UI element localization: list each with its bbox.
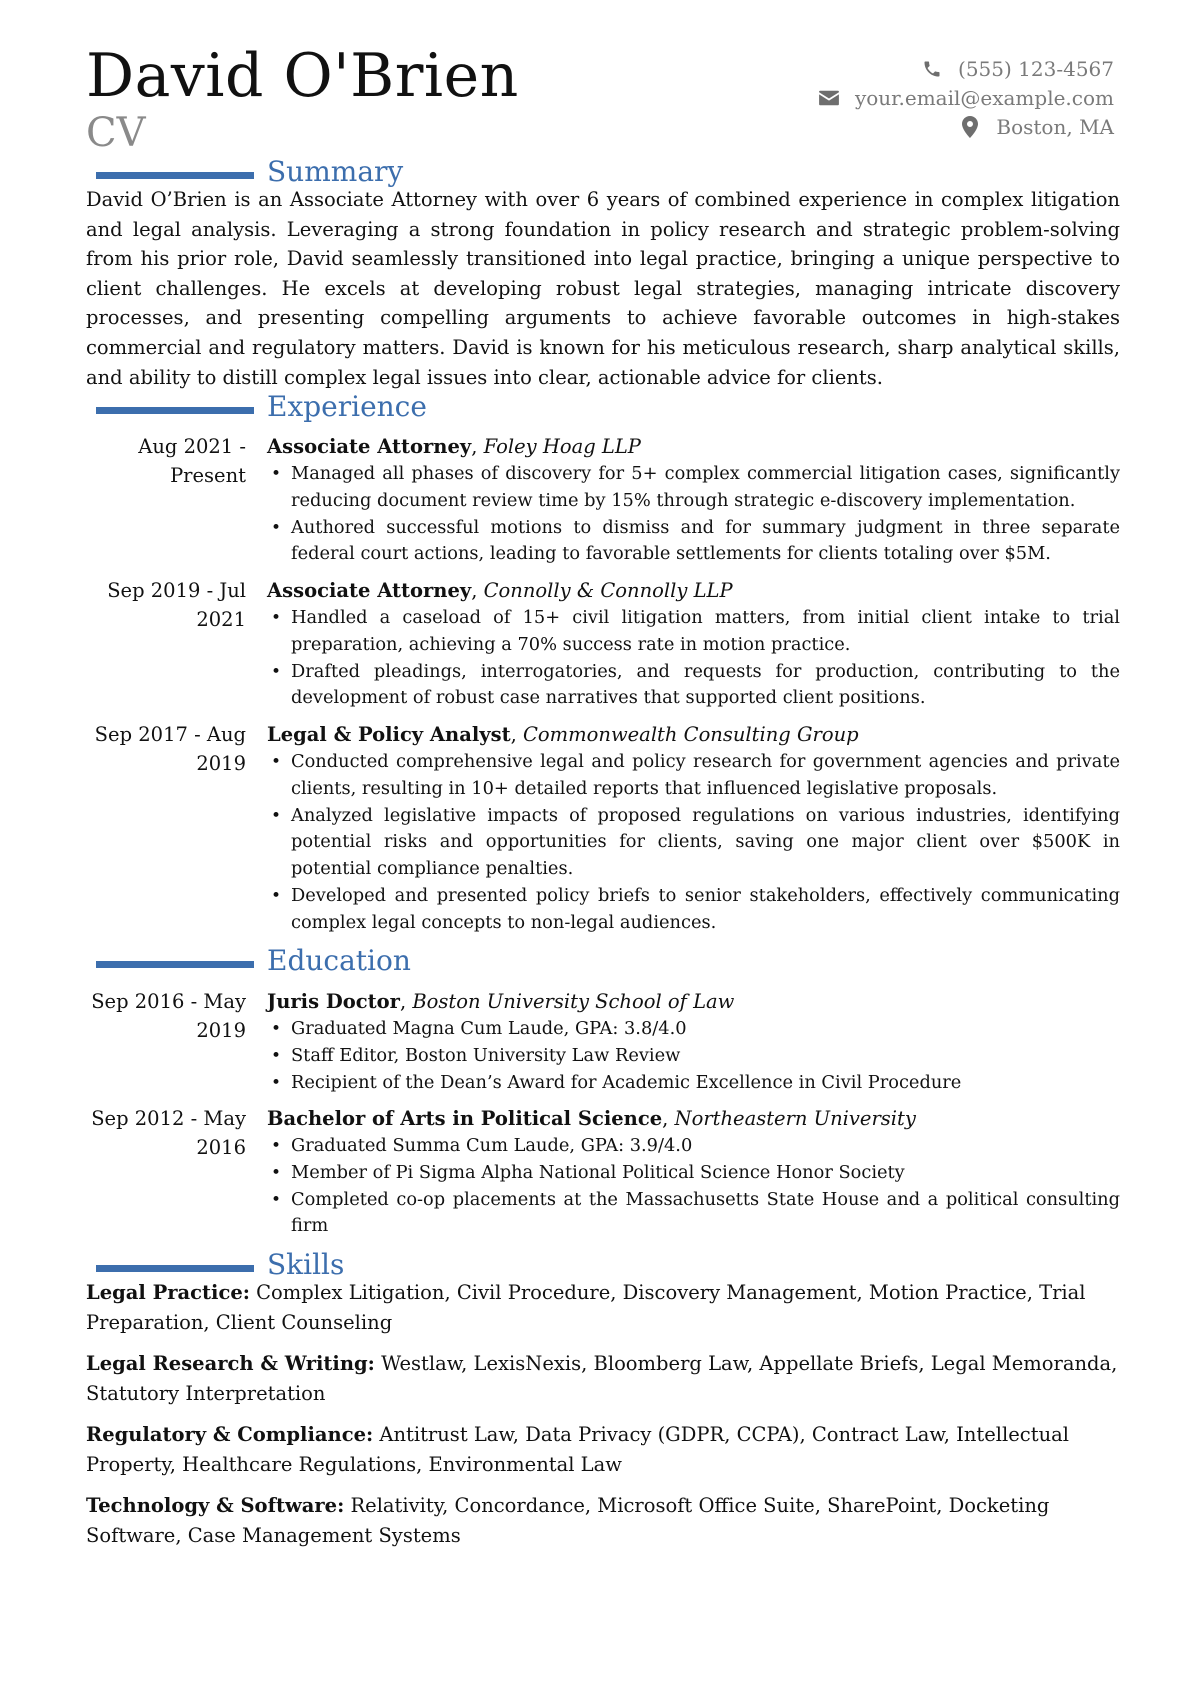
document-subtitle: CV <box>86 110 146 156</box>
location-text: Boston, MA <box>996 114 1114 139</box>
skill-row <box>86 1491 1120 1550</box>
bullet-list <box>267 1133 1120 1240</box>
entry-date: Sep 2019 - Jul 2021 <box>107 579 246 631</box>
skill-label: Technology & Software: <box>86 1494 345 1517</box>
entry-date: Aug 2021 - Present <box>138 435 246 487</box>
skill-value: Complex Litigation, Civil Procedure, Discovery Management, Motion Practice, Trial Preparation, Client Counseling <box>86 1281 1086 1334</box>
list-item: • Completed co-op placements at the Massachusetts State House and a political consulting firm <box>267 1187 1120 1241</box>
contact-email <box>817 83 1114 112</box>
skill-row <box>86 1349 1120 1408</box>
skill-value: Relativity, Concordance, Microsoft Office Suite, SharePoint, Docketing Software, Case Management Systems <box>86 1494 1050 1547</box>
section-title: Education <box>267 944 411 977</box>
phone-icon <box>920 57 944 81</box>
experience-heading <box>96 392 1096 426</box>
entry-title: Bachelor of Arts in Political Science <box>267 1107 663 1130</box>
entry-title: Associate Attorney <box>267 579 472 602</box>
bullet-list <box>267 1016 1120 1096</box>
entry-org: Boston University School of Law <box>412 990 735 1013</box>
contact-phone <box>817 54 1114 83</box>
skill-row <box>86 1420 1120 1479</box>
skill-label: Regulatory & Compliance: <box>86 1423 374 1446</box>
section-bar <box>96 961 254 968</box>
entry-org: Northeastern University <box>674 1107 916 1130</box>
envelope-icon <box>817 86 841 110</box>
entry-date: Sep 2016 - May 2019 <box>91 990 246 1042</box>
entry-date: Sep 2017 - Aug 2019 <box>94 723 246 775</box>
entry-header: Associate Attorney, Connolly & Connolly LLP <box>267 579 733 602</box>
bullet-list <box>267 605 1120 712</box>
entry-header: Bachelor of Arts in Political Science, Northeastern University <box>267 1107 916 1130</box>
section-title: Experience <box>267 390 427 423</box>
contact-location <box>817 112 1114 141</box>
section-title: Skills <box>267 1248 345 1281</box>
list-item: • Authored successful motions to dismiss and for summary judgment in three separate federal court actions, leading to favorable settlements for clients totaling over $5M. <box>267 515 1120 569</box>
skill-value: Westlaw, LexisNexis, Bloomberg Law, Appellate Briefs, Legal Memoranda, Statutory Interpretation <box>86 1352 1118 1405</box>
bullet-list <box>267 749 1120 937</box>
education-heading <box>96 946 1096 980</box>
entry-header: Juris Doctor, Boston University School of Law <box>267 990 735 1013</box>
list-item: • Analyzed legislative impacts of proposed regulations on various industries, identifying potential risks and opportunities for clients, saving one major client over $500K in potential compliance penalties. <box>267 803 1120 883</box>
list-item: • Developed and presented policy briefs to senior stakeholders, effectively communicating complex legal concepts to non-legal audiences. <box>267 883 1120 937</box>
list-item: • Staff Editor, Boston University Law Review <box>267 1043 1120 1070</box>
list-item: • Recipient of the Dean’s Award for Academic Excellence in Civil Procedure <box>267 1070 1120 1097</box>
list-item: • Conducted comprehensive legal and policy research for government agencies and private clients, resulting in 10+ detailed reports that influenced legislative proposals. <box>267 749 1120 803</box>
skill-label: Legal Practice: <box>86 1281 250 1304</box>
list-item: • Member of Pi Sigma Alpha National Political Science Honor Society <box>267 1160 1120 1187</box>
section-bar <box>96 1265 254 1272</box>
entry-title: Juris Doctor <box>267 990 400 1013</box>
skill-label: Legal Research & Writing: <box>86 1352 375 1375</box>
section-bar <box>96 172 254 179</box>
list-item: • Drafted pleadings, interrogatories, and requests for production, contributing to the development of robust case narratives that supported client positions. <box>267 659 1120 713</box>
entry-date: Sep 2012 - May 2016 <box>91 1107 246 1159</box>
person-name: David O'Brien <box>86 41 519 111</box>
list-item: • Handled a caseload of 15+ civil litigation matters, from initial client intake to trial preparation, achieving a 70% success rate in motion practice. <box>267 605 1120 659</box>
list-item: • Graduated Magna Cum Laude, GPA: 3.8/4.0 <box>267 1016 1120 1043</box>
entry-org: Connolly & Connolly LLP <box>483 579 733 602</box>
entry-org: Commonwealth Consulting Group <box>523 723 859 746</box>
map-pin-icon <box>958 115 982 139</box>
skill-row <box>86 1278 1120 1337</box>
bullet-list <box>267 461 1120 568</box>
section-bar <box>96 407 254 414</box>
list-item: • Graduated Summa Cum Laude, GPA: 3.9/4.0 <box>267 1133 1120 1160</box>
phone-text[interactable]: (555) 123-4567 <box>958 56 1114 81</box>
entry-org: Foley Hoag LLP <box>483 435 641 458</box>
email-link[interactable]: your.email@example.com <box>854 85 1114 110</box>
summary-paragraph: David O’Brien is an Associate Attorney with over 6 years of combined experience in complex litigation and legal analysis. Leveraging a strong foundation in policy research and strategic problem-solving from his prior role, David seamlessly transitioned into legal practice, bringing a unique perspective to client challenges. He excels at developing robust legal strategies, managing intricate discovery processes, and presenting compelling arguments to achieve favorable outcomes in high-stakes commercial and regulatory matters. David is known for his meticulous research, sharp analytical skills, and ability to distill complex legal issues into clear, actionable advice for clients. <box>86 188 1120 389</box>
entry-header: Legal & Policy Analyst, Commonwealth Consulting Group <box>267 723 859 746</box>
skill-value: Antitrust Law, Data Privacy (GDPR, CCPA), Contract Law, Intellectual Property, Healthcare Regulations, Environmental Law <box>86 1423 1069 1476</box>
contact-block <box>817 54 1114 141</box>
entry-title: Legal & Policy Analyst <box>267 723 511 746</box>
entry-title: Associate Attorney <box>267 435 472 458</box>
section-title: Summary <box>267 155 404 188</box>
list-item: • Managed all phases of discovery for 5+ complex commercial litigation cases, significantly reducing document review time by 15% through strategic e-discovery implementation. <box>267 461 1120 515</box>
entry-header: Associate Attorney, Foley Hoag LLP <box>267 435 641 458</box>
